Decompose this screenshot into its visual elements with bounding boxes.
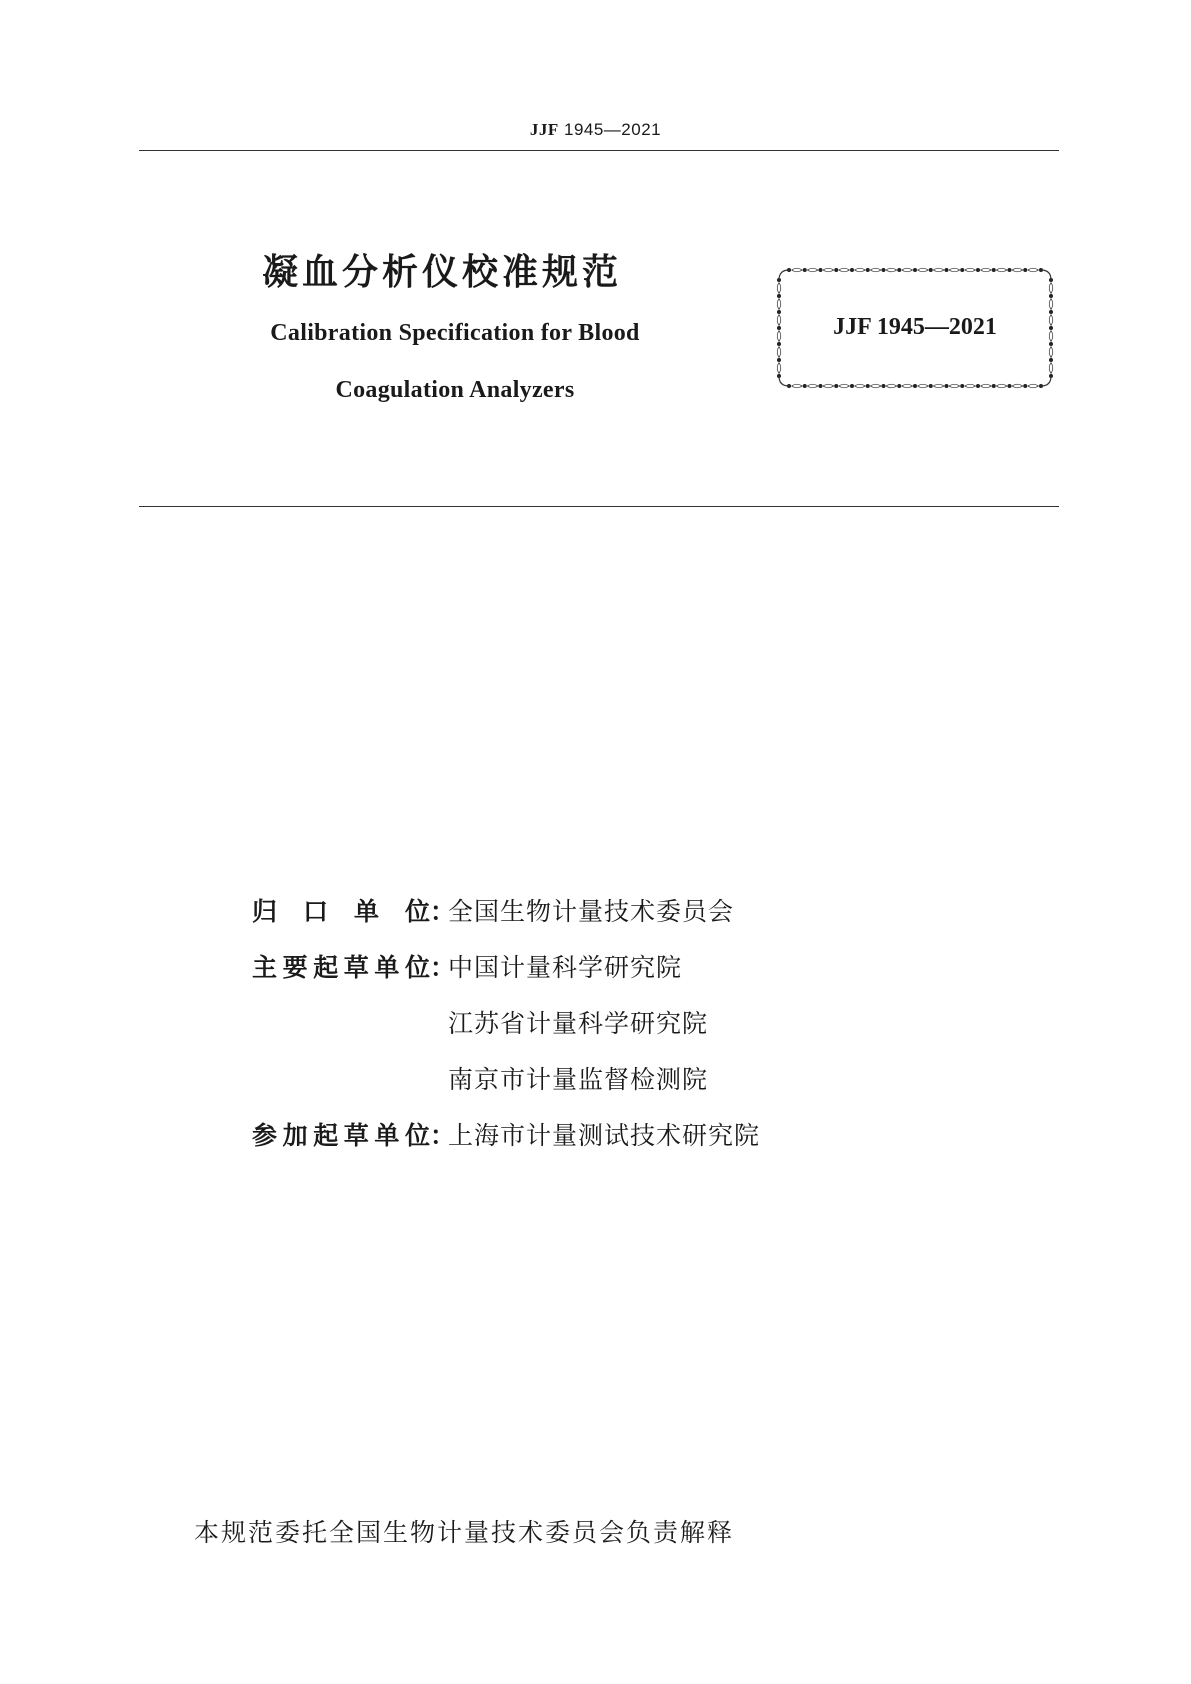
title-english-line2: Coagulation Analyzers	[335, 377, 575, 403]
colon: ：	[430, 953, 456, 982]
header-standard-code	[0, 120, 1191, 140]
header-code-prefix: JJF	[529, 120, 559, 139]
main-drafting-value: 中国计量科学研究院	[448, 953, 683, 982]
participating-drafting-label: 参加起草单位	[252, 1121, 430, 1150]
bottom-rule	[139, 506, 1059, 507]
top-rule	[139, 150, 1059, 151]
participating-drafting-value: 上海市计量测试技术研究院	[448, 1121, 761, 1150]
main-drafting-row	[252, 1050, 760, 1106]
code-box	[775, 266, 1055, 390]
colon: ：	[430, 897, 456, 926]
code-box-text: JJF 1945—2021	[833, 314, 997, 340]
responsible-unit-row	[252, 882, 760, 938]
colon: ：	[430, 1121, 456, 1150]
footer-note: 本规范委托全国生物计量技术委员会负责解释	[194, 1518, 735, 1547]
title-english-line1: Calibration Specification for Blood	[270, 320, 640, 346]
participating-drafting-row	[252, 1106, 760, 1162]
main-drafting-value: 江苏省计量科学研究院	[448, 1009, 709, 1038]
main-drafting-value: 南京市计量监督检测院	[448, 1065, 709, 1094]
header-code-number: 1945—2021	[563, 120, 662, 139]
drafting-info	[252, 882, 760, 1162]
responsible-unit-label: 归口单位	[252, 897, 430, 926]
title-chinese: 凝血分析仪校准规范	[262, 252, 623, 293]
main-drafting-label: 主要起草单位	[252, 953, 430, 982]
main-drafting-row	[252, 994, 760, 1050]
main-drafting-row	[252, 938, 760, 994]
responsible-unit-value: 全国生物计量技术委员会	[448, 897, 735, 926]
